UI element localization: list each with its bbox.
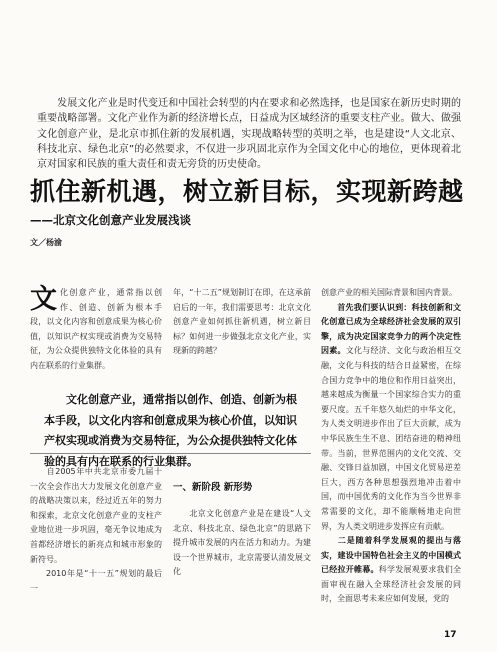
divider-rule: [30, 453, 311, 454]
drop-cap: 文: [30, 284, 57, 315]
lead-text: 发展文化产业是时代变迁和中国社会转型的内在要求和必然选择，也是国家在新历史时期的重要战略部署。文化产业作为新的经济增长点，日益成为区域经济的重要支柱产业。做大、做强文化创意产业，是北京市抓住新的发展机遇，实现战略转型的英明之举，也是建设“人文北京、科技北京、绿色北京”的必然要求，不仅进一步巩固北京作为全国文化中心的地位，更体现着北京对国家和民族的重大责任和责无旁贷的历史使命。: [37, 98, 461, 171]
lead-paragraph: [37, 96, 461, 172]
section-heading: 一、新阶段 新形势: [173, 482, 253, 493]
column-3: [321, 286, 461, 607]
column-1-bottom: [30, 465, 162, 596]
pull-quote: [44, 390, 306, 472]
column-2-top: 年，“十二五”规划制订在即，在这承前启后的一年，我们需要思考：北京文化创意产业如何抓住新机遇，树立新目标？如何进一步做强北京文化产业，实现新的跨越？: [173, 288, 311, 356]
col1-paragraph: 自2005年中共北京市委九届十一次全会作出大力发展文化创意产业的战略决策以来，经过近五年的努力和探索，北京文化创意产业的支柱产业地位进一步巩固，毫无争议地成为首都经济增长的新亮点和城市形象的新符号。: [30, 467, 162, 564]
pull-quote-text: 文化创意产业，通常指以创作、创造、创新为根本手段，以文化内容和创意成果为核心价值，以知识产权实现或消费为交易特征，为公众提供独特文化体验的具有内在联系的行业集群。: [44, 393, 297, 468]
column-2-bottom: 北京文化创意产业是在建设“人文北京、科技北京、绿色北京”的思路下提升城市发展的内在活力和动力。为建设一个世界城市，北京需要认清发展文化: [173, 509, 311, 577]
col3-paragraph: 首先我们要认识到：科技创新和文化创意已成为全球经济社会发展的双引擎，成为决定国家竞争力的两个决定性因素。文化与经济、文化与政治相互交融，文化与科技的结合日益紧密，在综合国力竞争中的地位和作用日益突出，越来越成为衡量一个国家综合实力的重要尺度。五千年悠久灿烂的中华文化，为人类文明进步作出了巨大贡献，成为中华民族生生不息、团结奋进的精神纽带。当前，世界范围内的文化交流、交融、交锋日益加剧，中国文化贸易逆差巨大，西方各种思想强烈地冲击着中国，而中国优秀的文化作为当今世界非常需要的文化，却不能顺畅地走向世界，为人类文明进步发挥应有贡献。: [321, 302, 461, 531]
article-subtitle: ——北京文化创意产业发展浅谈: [30, 213, 191, 227]
column-1-top: [30, 286, 162, 374]
col3-bold-lead: 首先我们要认识到：科技创新和文化创意已成为全球经济社会发展的双引擎，成为决定国家竞争力的两个决定性因素。: [321, 302, 461, 356]
col3-paragraph: 创意产业的相关国际背景和国内背景。: [321, 288, 457, 297]
page-number: 17: [444, 630, 457, 640]
col1-paragraph: 2010年是“十一五”规划的最后一: [30, 569, 162, 593]
article-title: 抓住新机遇，树立新目标，实现新跨越: [30, 177, 464, 206]
author-byline: 文／杨渝: [30, 238, 62, 247]
col3-bold-lead: 二是随着科学发展观的提出与落实，建设中国特色社会主义的中国模式已经拉开帷幕。: [321, 536, 461, 575]
col3-paragraph: 二是随着科学发展观的提出与落实，建设中国特色社会主义的中国模式已经拉开帷幕。科学发展观要求我们全面审视在融入全球经济社会发展的同时，全面思考未来应如何发展，党的: [321, 536, 461, 604]
col1-top-text: 化创意产业，通常指以创作、创造、创新为根本手段，以文化内容和创意成果为核心价值，以知识产权实现或消费为交易特征，为公众提供独特文化体验的具有内在联系的行业集群。: [30, 288, 162, 370]
